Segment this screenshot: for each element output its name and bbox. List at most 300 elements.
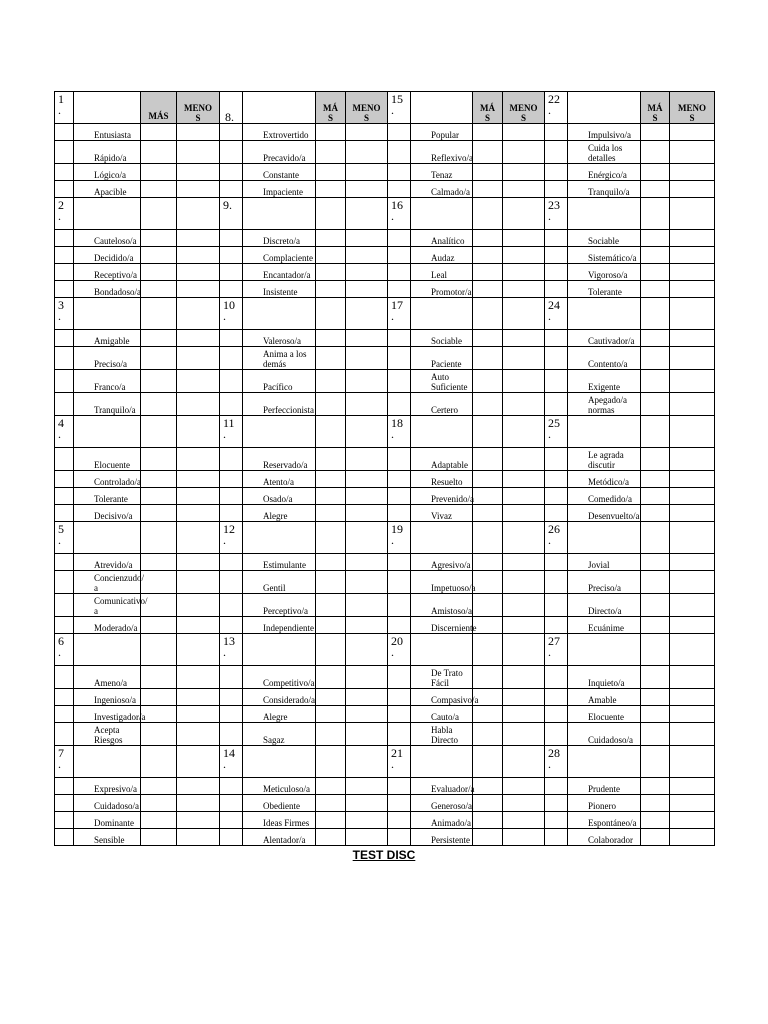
mas-answer-cell[interactable] <box>141 689 177 706</box>
menos-answer-cell[interactable] <box>346 471 388 488</box>
question-number-spacer <box>388 795 411 812</box>
mas-answer-cell[interactable] <box>473 298 503 330</box>
mas-answer-cell[interactable] <box>316 829 346 846</box>
menos-answer-cell[interactable] <box>670 505 715 522</box>
menos-answer-cell[interactable] <box>670 330 715 347</box>
mas-answer-cell[interactable] <box>641 198 670 230</box>
menos-answer-cell[interactable] <box>177 706 220 723</box>
question-number-spacer <box>388 689 411 706</box>
mas-answer-cell[interactable] <box>473 448 503 471</box>
question-number-spacer <box>388 488 411 505</box>
menos-answer-cell[interactable] <box>346 281 388 298</box>
menos-answer-cell[interactable] <box>503 666 545 689</box>
mas-answer-cell[interactable] <box>316 522 346 554</box>
menos-answer-cell[interactable] <box>346 571 388 594</box>
mas-answer-cell[interactable] <box>473 347 503 370</box>
mas-answer-cell[interactable] <box>641 723 670 746</box>
menos-answer-cell[interactable] <box>503 723 545 746</box>
menos-answer-cell[interactable] <box>177 247 220 264</box>
menos-answer-cell[interactable] <box>346 247 388 264</box>
question-number-spacer <box>545 617 568 634</box>
mas-answer-cell[interactable] <box>473 666 503 689</box>
menos-answer-cell[interactable] <box>177 554 220 571</box>
menos-answer-cell[interactable] <box>177 198 220 230</box>
mas-answer-cell[interactable] <box>641 298 670 330</box>
menos-answer-cell[interactable] <box>177 298 220 330</box>
menos-answer-cell[interactable] <box>177 689 220 706</box>
menos-answer-cell[interactable] <box>670 689 715 706</box>
menos-answer-cell[interactable] <box>346 617 388 634</box>
menos-answer-cell[interactable] <box>346 198 388 230</box>
mas-answer-cell[interactable] <box>473 505 503 522</box>
menos-answer-cell[interactable] <box>177 347 220 370</box>
menos-answer-cell[interactable] <box>177 448 220 471</box>
mas-answer-cell[interactable] <box>473 230 503 247</box>
menos-answer-cell[interactable] <box>346 689 388 706</box>
menos-answer-cell[interactable] <box>503 829 545 846</box>
menos-column-header: MENO S <box>177 92 220 124</box>
mas-answer-cell[interactable] <box>473 594 503 617</box>
mas-answer-cell[interactable] <box>473 829 503 846</box>
mas-answer-cell[interactable] <box>641 347 670 370</box>
menos-answer-cell[interactable] <box>177 723 220 746</box>
mas-answer-cell[interactable] <box>141 505 177 522</box>
mas-answer-cell[interactable] <box>641 634 670 666</box>
mas-answer-cell[interactable] <box>316 416 346 448</box>
mas-answer-cell[interactable] <box>141 230 177 247</box>
mas-answer-cell[interactable] <box>141 617 177 634</box>
menos-answer-cell[interactable] <box>177 812 220 829</box>
menos-answer-cell[interactable] <box>177 505 220 522</box>
question-header-row <box>55 522 715 554</box>
menos-answer-cell[interactable] <box>503 124 545 141</box>
mas-answer-cell[interactable] <box>473 522 503 554</box>
menos-answer-cell[interactable] <box>177 488 220 505</box>
menos-answer-cell[interactable] <box>503 393 545 416</box>
adjective-label: Complaciente <box>243 247 316 264</box>
menos-answer-cell[interactable] <box>346 141 388 164</box>
menos-answer-cell[interactable] <box>503 164 545 181</box>
menos-answer-cell[interactable] <box>670 723 715 746</box>
mas-answer-cell[interactable] <box>641 448 670 471</box>
mas-answer-cell[interactable] <box>641 264 670 281</box>
mas-answer-cell[interactable] <box>141 723 177 746</box>
mas-answer-cell[interactable] <box>316 198 346 230</box>
mas-answer-cell[interactable] <box>316 164 346 181</box>
question-number-spacer <box>388 594 411 617</box>
menos-answer-cell[interactable] <box>503 795 545 812</box>
mas-answer-cell[interactable] <box>141 571 177 594</box>
menos-answer-cell[interactable] <box>177 778 220 795</box>
adjective-label: Concienzudo/ a <box>74 571 141 594</box>
menos-answer-cell[interactable] <box>346 723 388 746</box>
menos-answer-cell[interactable] <box>346 746 388 778</box>
mas-answer-cell[interactable] <box>141 181 177 198</box>
mas-answer-cell[interactable] <box>641 181 670 198</box>
mas-answer-cell[interactable] <box>641 141 670 164</box>
menos-answer-cell[interactable] <box>503 330 545 347</box>
mas-answer-cell[interactable] <box>473 124 503 141</box>
menos-answer-cell[interactable] <box>670 812 715 829</box>
menos-answer-cell[interactable] <box>177 634 220 666</box>
menos-answer-cell[interactable] <box>177 594 220 617</box>
mas-answer-cell[interactable] <box>141 634 177 666</box>
mas-answer-cell[interactable] <box>641 689 670 706</box>
mas-answer-cell[interactable] <box>641 522 670 554</box>
mas-answer-cell[interactable] <box>141 416 177 448</box>
mas-answer-cell[interactable] <box>473 723 503 746</box>
menos-answer-cell[interactable] <box>503 594 545 617</box>
mas-answer-cell[interactable] <box>641 829 670 846</box>
menos-answer-cell[interactable] <box>670 594 715 617</box>
adjective-label: Considerado/a <box>243 689 316 706</box>
menos-answer-cell[interactable] <box>346 505 388 522</box>
menos-answer-cell[interactable] <box>177 393 220 416</box>
adjective-row <box>55 594 715 617</box>
menos-answer-cell[interactable] <box>503 746 545 778</box>
mas-answer-cell[interactable] <box>141 795 177 812</box>
mas-answer-cell[interactable] <box>473 264 503 281</box>
mas-answer-cell[interactable] <box>316 778 346 795</box>
adjective-label: Entusiasta <box>74 124 141 141</box>
mas-answer-cell[interactable] <box>316 471 346 488</box>
mas-answer-cell[interactable] <box>641 812 670 829</box>
adjective-label: Ideas Firmes <box>243 812 316 829</box>
menos-answer-cell[interactable] <box>177 181 220 198</box>
mas-answer-cell[interactable] <box>316 393 346 416</box>
menos-answer-cell[interactable] <box>346 370 388 393</box>
menos-answer-cell[interactable] <box>670 778 715 795</box>
menos-answer-cell[interactable] <box>177 141 220 164</box>
menos-answer-cell[interactable] <box>346 264 388 281</box>
mas-answer-cell[interactable] <box>473 164 503 181</box>
menos-answer-cell[interactable] <box>503 522 545 554</box>
mas-answer-cell[interactable] <box>141 281 177 298</box>
mas-answer-cell[interactable] <box>141 198 177 230</box>
menos-answer-cell[interactable] <box>503 230 545 247</box>
adjective-label: Competitivo/a <box>243 666 316 689</box>
mas-answer-cell[interactable] <box>316 330 346 347</box>
menos-answer-cell[interactable] <box>346 181 388 198</box>
menos-answer-cell[interactable] <box>670 829 715 846</box>
menos-answer-cell[interactable] <box>346 330 388 347</box>
mas-answer-cell[interactable] <box>473 471 503 488</box>
mas-answer-cell[interactable] <box>316 746 346 778</box>
menos-answer-cell[interactable] <box>346 393 388 416</box>
menos-answer-cell[interactable] <box>346 778 388 795</box>
mas-answer-cell[interactable] <box>641 554 670 571</box>
mas-answer-cell[interactable] <box>141 706 177 723</box>
menos-answer-cell[interactable] <box>503 416 545 448</box>
mas-answer-cell[interactable] <box>316 141 346 164</box>
menos-answer-cell[interactable] <box>346 812 388 829</box>
mas-answer-cell[interactable] <box>641 330 670 347</box>
mas-answer-cell[interactable] <box>141 666 177 689</box>
menos-answer-cell[interactable] <box>346 230 388 247</box>
mas-answer-cell[interactable] <box>641 666 670 689</box>
mas-answer-cell[interactable] <box>473 370 503 393</box>
mas-answer-cell[interactable] <box>316 795 346 812</box>
mas-answer-cell[interactable] <box>316 488 346 505</box>
mas-answer-cell[interactable] <box>473 795 503 812</box>
mas-answer-cell[interactable] <box>316 264 346 281</box>
mas-answer-cell[interactable] <box>316 723 346 746</box>
menos-answer-cell[interactable] <box>503 505 545 522</box>
menos-answer-cell[interactable] <box>670 746 715 778</box>
adjective-label: Ameno/a <box>74 666 141 689</box>
mas-answer-cell[interactable] <box>473 393 503 416</box>
menos-answer-cell[interactable] <box>177 571 220 594</box>
menos-answer-cell[interactable] <box>177 617 220 634</box>
mas-answer-cell[interactable] <box>316 230 346 247</box>
mas-answer-cell[interactable] <box>316 617 346 634</box>
menos-answer-cell[interactable] <box>346 706 388 723</box>
mas-answer-cell[interactable] <box>141 522 177 554</box>
mas-answer-cell[interactable] <box>316 666 346 689</box>
mas-answer-cell[interactable] <box>473 617 503 634</box>
menos-answer-cell[interactable] <box>346 124 388 141</box>
mas-answer-cell[interactable] <box>473 778 503 795</box>
mas-answer-cell[interactable] <box>141 141 177 164</box>
mas-answer-cell[interactable] <box>316 247 346 264</box>
menos-answer-cell[interactable] <box>503 634 545 666</box>
menos-answer-cell[interactable] <box>503 281 545 298</box>
mas-answer-cell[interactable] <box>141 370 177 393</box>
menos-answer-cell[interactable] <box>670 281 715 298</box>
mas-answer-cell[interactable] <box>316 298 346 330</box>
mas-answer-cell[interactable] <box>641 370 670 393</box>
menos-answer-cell[interactable] <box>503 141 545 164</box>
menos-answer-cell[interactable] <box>177 230 220 247</box>
menos-answer-cell[interactable] <box>346 795 388 812</box>
mas-answer-cell[interactable] <box>141 746 177 778</box>
mas-answer-cell[interactable] <box>141 778 177 795</box>
menos-answer-cell[interactable] <box>670 634 715 666</box>
menos-answer-cell[interactable] <box>670 264 715 281</box>
question-number-spacer <box>388 247 411 264</box>
mas-answer-cell[interactable] <box>316 181 346 198</box>
mas-answer-cell[interactable] <box>141 247 177 264</box>
menos-answer-cell[interactable] <box>670 617 715 634</box>
menos-answer-cell[interactable] <box>503 181 545 198</box>
menos-answer-cell[interactable] <box>503 198 545 230</box>
mas-answer-cell[interactable] <box>473 634 503 666</box>
adjective-label: Pionero <box>568 795 641 812</box>
mas-answer-cell[interactable] <box>141 554 177 571</box>
menos-answer-cell[interactable] <box>670 666 715 689</box>
menos-answer-cell[interactable] <box>670 448 715 471</box>
mas-answer-cell[interactable] <box>316 571 346 594</box>
menos-answer-cell[interactable] <box>503 778 545 795</box>
menos-answer-cell[interactable] <box>346 666 388 689</box>
mas-answer-cell[interactable] <box>316 448 346 471</box>
mas-answer-cell[interactable] <box>141 124 177 141</box>
menos-answer-cell[interactable] <box>670 571 715 594</box>
menos-answer-cell[interactable] <box>503 689 545 706</box>
menos-answer-cell[interactable] <box>503 488 545 505</box>
mas-answer-cell[interactable] <box>141 488 177 505</box>
menos-answer-cell[interactable] <box>346 829 388 846</box>
adjective-label: Alentador/a <box>243 829 316 846</box>
menos-answer-cell[interactable] <box>503 617 545 634</box>
mas-answer-cell[interactable] <box>641 795 670 812</box>
menos-answer-cell[interactable] <box>177 370 220 393</box>
mas-answer-cell[interactable] <box>316 706 346 723</box>
menos-answer-cell[interactable] <box>503 448 545 471</box>
adjective-label: Valeroso/a <box>243 330 316 347</box>
mas-answer-cell[interactable] <box>473 746 503 778</box>
mas-answer-cell[interactable] <box>473 416 503 448</box>
mas-answer-cell[interactable] <box>316 281 346 298</box>
adjective-label: Investigador/a <box>74 706 141 723</box>
mas-answer-cell[interactable] <box>141 330 177 347</box>
mas-answer-cell[interactable] <box>473 198 503 230</box>
adjective-label: Colaborador <box>568 829 641 846</box>
menos-answer-cell[interactable] <box>670 298 715 330</box>
mas-answer-cell[interactable] <box>641 416 670 448</box>
menos-answer-cell[interactable] <box>670 164 715 181</box>
mas-answer-cell[interactable] <box>473 247 503 264</box>
mas-answer-cell[interactable] <box>641 505 670 522</box>
menos-answer-cell[interactable] <box>503 706 545 723</box>
menos-answer-cell[interactable] <box>670 706 715 723</box>
menos-answer-cell[interactable] <box>503 554 545 571</box>
menos-answer-cell[interactable] <box>177 471 220 488</box>
mas-answer-cell[interactable] <box>316 347 346 370</box>
menos-answer-cell[interactable] <box>346 416 388 448</box>
menos-answer-cell[interactable] <box>177 330 220 347</box>
adjective-label: Discerniente <box>411 617 473 634</box>
menos-answer-cell[interactable] <box>503 571 545 594</box>
mas-answer-cell[interactable] <box>141 264 177 281</box>
menos-answer-cell[interactable] <box>177 281 220 298</box>
menos-answer-cell[interactable] <box>177 829 220 846</box>
mas-answer-cell[interactable] <box>141 164 177 181</box>
menos-answer-cell[interactable] <box>346 298 388 330</box>
mas-answer-cell[interactable] <box>141 347 177 370</box>
mas-answer-cell[interactable] <box>473 281 503 298</box>
mas-answer-cell[interactable] <box>473 330 503 347</box>
mas-answer-cell[interactable] <box>141 393 177 416</box>
menos-answer-cell[interactable] <box>503 347 545 370</box>
mas-answer-cell[interactable] <box>641 488 670 505</box>
menos-answer-cell[interactable] <box>177 522 220 554</box>
menos-answer-cell[interactable] <box>177 264 220 281</box>
mas-answer-cell[interactable] <box>473 554 503 571</box>
mas-answer-cell[interactable] <box>641 247 670 264</box>
mas-answer-cell[interactable] <box>641 471 670 488</box>
menos-answer-cell[interactable] <box>670 488 715 505</box>
mas-answer-cell[interactable] <box>641 617 670 634</box>
adjective-label: Atrevido/a <box>74 554 141 571</box>
mas-answer-cell[interactable] <box>316 689 346 706</box>
menos-answer-cell[interactable] <box>503 370 545 393</box>
menos-answer-cell[interactable] <box>670 471 715 488</box>
menos-answer-cell[interactable] <box>346 522 388 554</box>
mas-answer-cell[interactable] <box>473 488 503 505</box>
mas-answer-cell[interactable] <box>473 706 503 723</box>
adjective-label: Evaluador/a <box>411 778 473 795</box>
menos-answer-cell[interactable] <box>346 347 388 370</box>
question-blank-cell <box>74 746 141 778</box>
mas-answer-cell[interactable] <box>641 778 670 795</box>
adjective-label: Preciso/a <box>74 347 141 370</box>
question-number-spacer <box>545 723 568 746</box>
menos-answer-cell[interactable] <box>670 795 715 812</box>
mas-answer-cell[interactable] <box>141 298 177 330</box>
mas-answer-cell[interactable] <box>316 812 346 829</box>
mas-answer-cell[interactable] <box>473 181 503 198</box>
menos-answer-cell[interactable] <box>346 448 388 471</box>
menos-answer-cell[interactable] <box>670 181 715 198</box>
menos-answer-cell[interactable] <box>503 471 545 488</box>
menos-answer-cell[interactable] <box>177 416 220 448</box>
mas-answer-cell[interactable] <box>641 164 670 181</box>
mas-answer-cell[interactable] <box>316 634 346 666</box>
menos-answer-cell[interactable] <box>177 164 220 181</box>
mas-answer-cell[interactable] <box>473 141 503 164</box>
mas-answer-cell[interactable] <box>316 370 346 393</box>
mas-answer-cell[interactable] <box>641 230 670 247</box>
mas-answer-cell[interactable] <box>641 594 670 617</box>
menos-answer-cell[interactable] <box>670 230 715 247</box>
mas-answer-cell[interactable] <box>141 812 177 829</box>
menos-answer-cell[interactable] <box>670 416 715 448</box>
mas-answer-cell[interactable] <box>316 124 346 141</box>
mas-answer-cell[interactable] <box>473 812 503 829</box>
menos-answer-cell[interactable] <box>670 393 715 416</box>
menos-answer-cell[interactable] <box>670 141 715 164</box>
mas-answer-cell[interactable] <box>316 594 346 617</box>
question-blank-cell <box>74 92 141 124</box>
menos-answer-cell[interactable] <box>670 554 715 571</box>
mas-answer-cell[interactable] <box>641 571 670 594</box>
menos-answer-cell[interactable] <box>670 347 715 370</box>
menos-answer-cell[interactable] <box>503 812 545 829</box>
mas-answer-cell[interactable] <box>141 448 177 471</box>
menos-answer-cell[interactable] <box>177 795 220 812</box>
menos-answer-cell[interactable] <box>346 594 388 617</box>
mas-answer-cell[interactable] <box>641 706 670 723</box>
menos-answer-cell[interactable] <box>346 164 388 181</box>
mas-answer-cell[interactable] <box>641 124 670 141</box>
menos-answer-cell[interactable] <box>503 298 545 330</box>
menos-answer-cell[interactable] <box>177 746 220 778</box>
menos-answer-cell[interactable] <box>503 247 545 264</box>
mas-answer-cell[interactable] <box>641 393 670 416</box>
mas-answer-cell[interactable] <box>141 471 177 488</box>
menos-answer-cell[interactable] <box>177 666 220 689</box>
menos-answer-cell[interactable] <box>670 370 715 393</box>
menos-answer-cell[interactable] <box>670 522 715 554</box>
menos-answer-cell[interactable] <box>503 264 545 281</box>
mas-answer-cell[interactable] <box>641 746 670 778</box>
menos-answer-cell[interactable] <box>177 124 220 141</box>
menos-answer-cell[interactable] <box>670 198 715 230</box>
adjective-label: Directo/a <box>568 594 641 617</box>
menos-answer-cell[interactable] <box>346 634 388 666</box>
menos-answer-cell[interactable] <box>346 488 388 505</box>
question-number-spacer <box>388 723 411 746</box>
mas-answer-cell[interactable] <box>316 554 346 571</box>
menos-answer-cell[interactable] <box>670 247 715 264</box>
menos-answer-cell[interactable] <box>670 124 715 141</box>
mas-answer-cell[interactable] <box>473 571 503 594</box>
mas-answer-cell[interactable] <box>141 829 177 846</box>
mas-answer-cell[interactable] <box>316 505 346 522</box>
menos-answer-cell[interactable] <box>346 554 388 571</box>
mas-answer-cell[interactable] <box>641 281 670 298</box>
